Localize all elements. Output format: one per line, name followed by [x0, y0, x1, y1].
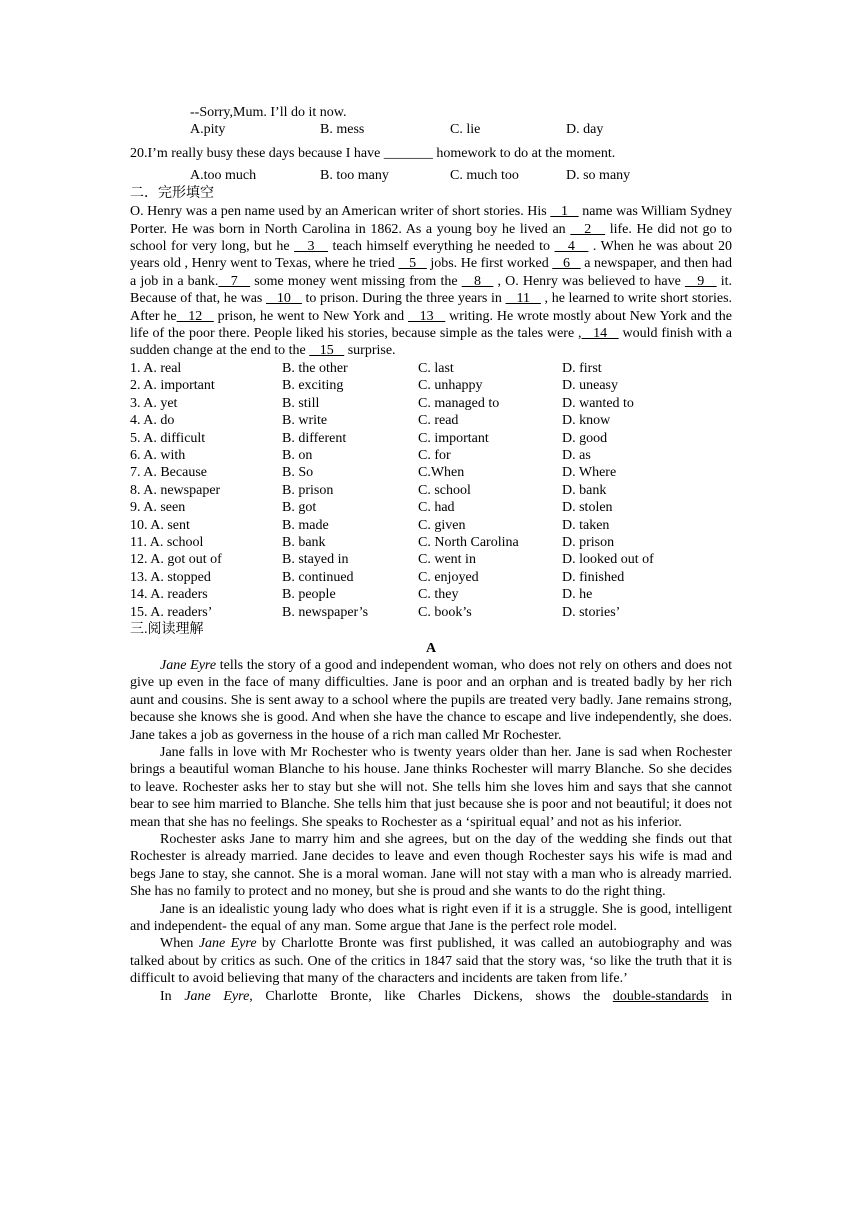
q20-stem: 20.I’m really busy these days because I have _______ homework to do at the moment.: [130, 145, 616, 161]
cloze-option: 11. A. school: [130, 534, 204, 550]
cloze-option: B. different: [282, 430, 347, 446]
reading-paragraph-2: Jane falls in love with Mr Rochester who is twenty years older than her. Jane is sad when Rochester brings a beautiful woman Blanche to his house. Jane thinks Rochester will marry Blanche. So she decides to leave. Rochester asks her to stay but she will not. She tells him she loves him and says that she cannot bear to see him married to Blanche. She tells him that just because she is poor and not beautiful; it does not mean that she has no feelings. She speaks to Rochester as a ‘spiritual equal’ and not as his inferior.: [130, 745, 732, 830]
cloze-text: life. He did not go to school for very long, but he: [130, 221, 732, 255]
cloze-option: C. for: [418, 447, 451, 463]
cloze-option: C. they: [418, 587, 459, 603]
cloze-option: C. given: [418, 517, 466, 533]
reading-paragraph-6: In Jane Eyre, Charlotte Bronte, like Charles Dickens, shows the double-standards in: [160, 988, 733, 1004]
cloze-option: D. know: [562, 413, 611, 429]
cloze-option: D. good: [562, 430, 608, 446]
cloze-option: C. unhappy: [418, 378, 483, 394]
cloze-blank: 8: [461, 273, 494, 289]
cloze-option: D. finished: [562, 569, 625, 585]
cloze-option: B. prison: [282, 482, 334, 498]
cloze-blank: 13: [408, 308, 446, 324]
q19-option-a: A.pity: [190, 122, 226, 138]
reading-paragraph-1: Jane Eyre tells the story of a good and independent woman, who does not rely on others and does not give up even in the face of many difficulties. Jane is poor and an orphan and is treated badly by her rich aunt and cousins. She is sent away to a school where the pupils are treated very badly. Jane remains strong, because she knows she is good. And when she have the chance to escape and live independently, she does. Jane takes a job as governess in the house of a rich man called Mr Rochester.: [130, 657, 732, 743]
cloze-option: 13. A. stopped: [130, 569, 211, 585]
cloze-blank: 4: [554, 239, 589, 255]
q19-option-c: C. lie: [450, 122, 481, 138]
cloze-option: B. continued: [282, 569, 354, 585]
cloze-option: 1. A. real: [130, 360, 182, 376]
cloze-text: some money went missing from the: [250, 273, 462, 289]
cloze-text: jobs. He first worked: [426, 256, 553, 272]
section3-title: 三.阅读理解: [130, 621, 204, 637]
cloze-option: D. he: [562, 587, 593, 603]
book-title: Jane Eyre: [160, 657, 217, 673]
reading-paragraph-4: Jane is an idealistic young lady who does what is right even if it is a struggle. She is good, intelligent and independent- the equal of any man. Some argue that Jane is the perfect role model.: [130, 901, 732, 935]
cloze-option: 8. A. newspaper: [130, 482, 221, 498]
cloze-blank: 11: [505, 291, 541, 307]
q19-option-d: D. day: [566, 122, 604, 138]
cloze-option: 14. A. readers: [130, 587, 208, 603]
q20-option-c: C. much too: [450, 168, 519, 184]
cloze-text: to prison. During the three years in: [301, 291, 506, 307]
cloze-option: D. bank: [562, 482, 607, 498]
cloze-blank: 15: [309, 343, 345, 359]
cloze-text: O. Henry was a pen name used by an American writer of short stories. His: [130, 204, 551, 220]
cloze-option: C. read: [418, 413, 459, 429]
cloze-option: D. stories’: [562, 604, 621, 620]
cloze-option: D. looked out of: [562, 552, 654, 568]
cloze-text: , he learned to write short stories. After he: [130, 291, 733, 324]
cloze-option: D. prison: [562, 534, 615, 550]
cloze-option: D. first: [562, 360, 602, 376]
cloze-option: C. book’s: [418, 604, 472, 620]
cloze-blank: 10: [266, 291, 302, 307]
cloze-option: B. bank: [282, 534, 326, 550]
book-title: Jane Eyre: [198, 936, 257, 952]
cloze-option: B. on: [282, 447, 313, 463]
cloze-blank: 12: [176, 308, 214, 324]
cloze-text: prison, he went to New York and: [213, 308, 409, 324]
cloze-blank: 9: [684, 273, 717, 289]
cloze-option: C. last: [418, 360, 454, 376]
cloze-option: B. So: [282, 465, 314, 481]
cloze-text: . When he was about 20 years old , Henry went to Texas, where he tried: [130, 239, 733, 272]
cloze-option: B. write: [282, 413, 328, 429]
cloze-option: D. stolen: [562, 500, 613, 516]
cloze-blank: 1: [550, 204, 579, 220]
cloze-option: 3. A. yet: [130, 395, 178, 411]
cloze-option: C. had: [418, 500, 455, 516]
cloze-option: D. wanted to: [562, 395, 634, 411]
cloze-passage: [130, 203, 732, 360]
cloze-blank: 3: [294, 239, 328, 255]
q19-dialog-reply: --Sorry,Mum. I’ll do it now.: [190, 105, 347, 120]
cloze-option: D. uneasy: [562, 378, 618, 394]
cloze-option: B. exciting: [282, 378, 344, 394]
cloze-option: D. taken: [562, 517, 610, 533]
cloze-option: B. still: [282, 395, 320, 411]
q19-options: [130, 121, 732, 138]
book-title: Jane Eyre: [184, 988, 250, 1004]
cloze-option: 2. A. important: [130, 378, 215, 394]
cloze-option: B. the other: [282, 360, 348, 376]
cloze-blank: 7: [218, 273, 251, 289]
cloze-option: D. as: [562, 447, 591, 463]
cloze-option: C. managed to: [418, 395, 500, 411]
q20-options: [130, 167, 732, 184]
cloze-option: D. Where: [562, 465, 617, 481]
cloze-blank: 5: [398, 256, 427, 272]
cloze-option: C.When: [418, 465, 465, 481]
cloze-text: name was William Sydney Porter. He was born in North Carolina in 1862. As a young boy he lived an: [130, 204, 733, 237]
cloze-text: writing. He wrote mostly about New York and the life of the poor there. People liked his stories, because simple as the tales were ,: [130, 308, 732, 342]
reading-paragraph-5: When Jane Eyre by Charlotte Bronte was first published, it was called an autobiography and was talked about by critics as such. One of the critics in 1847 said that the story was, ‘so like the truth that it is difficult to avoid believing that many of the characters and incidents are taken from life.’: [130, 936, 732, 987]
cloze-text: a newspaper, and then had a job in a bank.: [130, 256, 733, 289]
cloze-blank: 14: [581, 326, 619, 342]
document-page: [130, 104, 732, 1005]
cloze-option: B. got: [282, 500, 317, 516]
reading-paragraph-3: Rochester asks Jane to marry him and she agrees, but on the day of the wedding she finds out that Rochester is already married. Jane decides to leave and even though Rochester says his wife is mad and begs Jane to stay, she cannot. She is a moral woman. Jane will not stay with a man who is already married. She has no family to protect and no money, but she is proud and she wants to do the right thing.: [130, 832, 732, 900]
cloze-text: surprise.: [344, 343, 396, 359]
cloze-option: C. went in: [418, 552, 476, 568]
cloze-option: 6. A. with: [130, 447, 186, 463]
cloze-option: C. important: [418, 430, 489, 446]
cloze-option: 5. A. difficult: [130, 430, 206, 446]
cloze-text: would finish with a sudden change at the end to the: [130, 326, 733, 359]
cloze-option: 15. A. readers’: [130, 604, 213, 620]
cloze-text: , O. Henry was believed to have: [493, 273, 685, 289]
q20-option-a: A.too much: [190, 168, 257, 184]
cloze-blank: 6: [552, 256, 581, 272]
cloze-options-table: [130, 360, 732, 621]
passage-label: A: [425, 640, 437, 656]
q20-option-d: D. so many: [566, 168, 631, 184]
underlined-term: double-standards: [612, 988, 709, 1004]
cloze-option: C. enjoyed: [418, 569, 479, 585]
cloze-option: 9. A. seen: [130, 500, 186, 516]
cloze-text: it. Because of that, he was: [130, 273, 733, 307]
q19-option-b: B. mess: [320, 122, 365, 138]
cloze-option: 7. A. Because: [130, 465, 207, 481]
section2-title: 二．完形填空: [130, 185, 214, 201]
cloze-option: B. stayed in: [282, 552, 349, 568]
cloze-option: 4. A. do: [130, 413, 175, 429]
cloze-option: B. newspaper’s: [282, 604, 369, 620]
cloze-option: 10. A. sent: [130, 517, 190, 533]
cloze-option: B. people: [282, 587, 336, 603]
cloze-blank: 2: [570, 221, 606, 237]
cloze-option: B. made: [282, 517, 329, 533]
q20-option-b: B. too many: [320, 168, 389, 184]
cloze-text: teach himself everything he needed to: [328, 239, 555, 255]
cloze-option: 12. A. got out of: [130, 552, 222, 568]
cloze-option: C. school: [418, 482, 471, 498]
cloze-option: C. North Carolina: [418, 534, 519, 550]
